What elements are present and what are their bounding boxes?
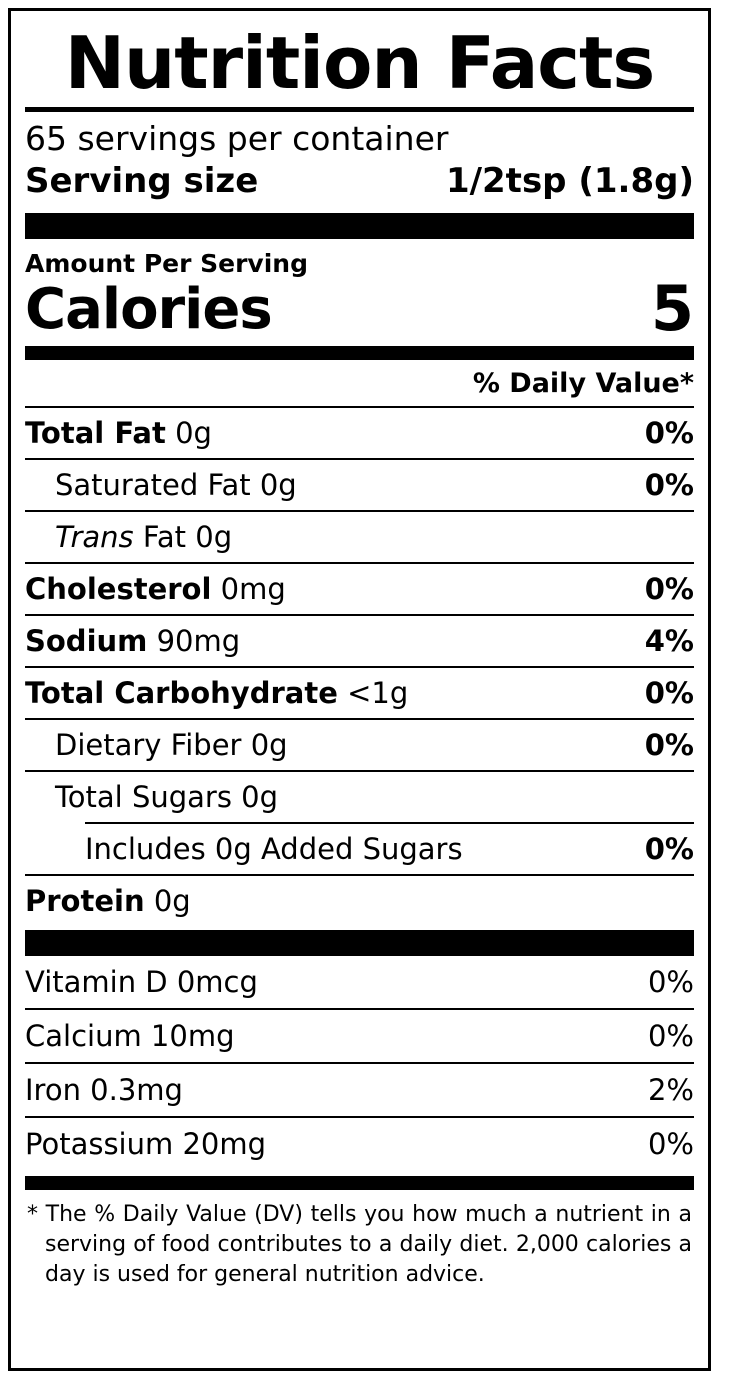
vitamin-name-iron: Iron 0.3mg	[25, 1073, 183, 1108]
nutrient-name-protein: Protein 0g	[25, 884, 191, 919]
nutrient-row-protein	[25, 874, 694, 926]
nutrient-row-total-fat	[25, 406, 694, 458]
nutrient-name-dietary-fiber: Dietary Fiber 0g	[55, 728, 288, 763]
nutrient-name-total-sugars: Total Sugars 0g	[55, 780, 279, 815]
nutrient-name-added-sugars: Includes 0g Added Sugars	[85, 832, 463, 867]
calories-row	[25, 272, 694, 346]
vitamin-name-potassium: Potassium 20mg	[25, 1127, 267, 1162]
daily-value-footnote-text: * The % Daily Value (DV) tells you how much a nutrient in a serving of food contributes to a daily diet. 2,000 calories a day is used for general nutrition advice.	[27, 1202, 692, 1287]
amount-per-serving-label: Amount Per Serving	[25, 249, 308, 279]
serving-size-row	[25, 159, 694, 209]
nutrient-row-saturated-fat	[25, 458, 694, 510]
nutrient-dv-total-carbohydrate: 0%	[644, 676, 694, 711]
nutrient-name-saturated-fat: Saturated Fat 0g	[55, 468, 297, 503]
nutrient-dv-saturated-fat: 0%	[644, 468, 694, 503]
nutrient-row-dietary-fiber	[25, 718, 694, 770]
vitamin-row-calcium	[25, 1008, 694, 1062]
nutrient-name-trans-fat: Trans Fat 0g	[55, 520, 233, 555]
vitamin-row-iron	[25, 1062, 694, 1116]
vitamin-name-calcium: Calcium 10mg	[25, 1019, 235, 1054]
nutrient-name-total-fat: Total Fat 0g	[25, 416, 212, 451]
nutrient-dv-dietary-fiber: 0%	[644, 728, 694, 763]
nutrient-row-cholesterol	[25, 562, 694, 614]
vitamin-dv-calcium: 0%	[647, 1019, 694, 1054]
servings-per-container: 65 servings per container	[25, 119, 449, 158]
divider-medium-calories	[25, 346, 694, 360]
nutrient-dv-added-sugars: 0%	[644, 832, 694, 867]
nutrition-facts-label	[8, 8, 711, 1371]
nutrient-name-total-carbohydrate: Total Carbohydrate <1g	[25, 676, 409, 711]
divider-thick-top	[25, 213, 694, 239]
vitamin-row-potassium	[25, 1116, 694, 1170]
serving-size-label: Serving size	[25, 161, 259, 202]
nutrient-name-sodium: Sodium 90mg	[25, 624, 241, 659]
nutrient-row-total-carbohydrate	[25, 666, 694, 718]
nutrient-dv-sodium: 4%	[644, 624, 694, 659]
daily-value-header: % Daily Value*	[472, 368, 694, 400]
daily-value-footnote	[25, 1190, 694, 1289]
page-title: Nutrition Facts	[64, 21, 655, 105]
nutrient-name-cholesterol: Cholesterol 0mg	[25, 572, 286, 607]
serving-size-value: 1/2tsp (1.8g)	[445, 161, 694, 202]
calories-label: Calories	[25, 277, 272, 343]
nutrient-dv-total-fat: 0%	[644, 416, 694, 451]
nutrient-row-added-sugars	[25, 824, 694, 874]
nutrient-dv-cholesterol: 0%	[644, 572, 694, 607]
vitamin-name-vitamin-d: Vitamin D 0mcg	[25, 965, 258, 1000]
nutrient-row-sodium	[25, 614, 694, 666]
vitamin-row-vitamin-d	[25, 956, 694, 1008]
nutrient-row-total-sugars	[25, 770, 694, 822]
divider-medium-footnote	[25, 1176, 694, 1190]
calories-value: 5	[650, 272, 694, 346]
nutrient-row-trans-fat	[25, 510, 694, 562]
vitamin-dv-iron: 2%	[647, 1073, 694, 1108]
vitamin-dv-vitamin-d: 0%	[647, 965, 694, 1000]
vitamin-dv-potassium: 0%	[647, 1127, 694, 1162]
divider-thick-vitamins	[25, 930, 694, 956]
